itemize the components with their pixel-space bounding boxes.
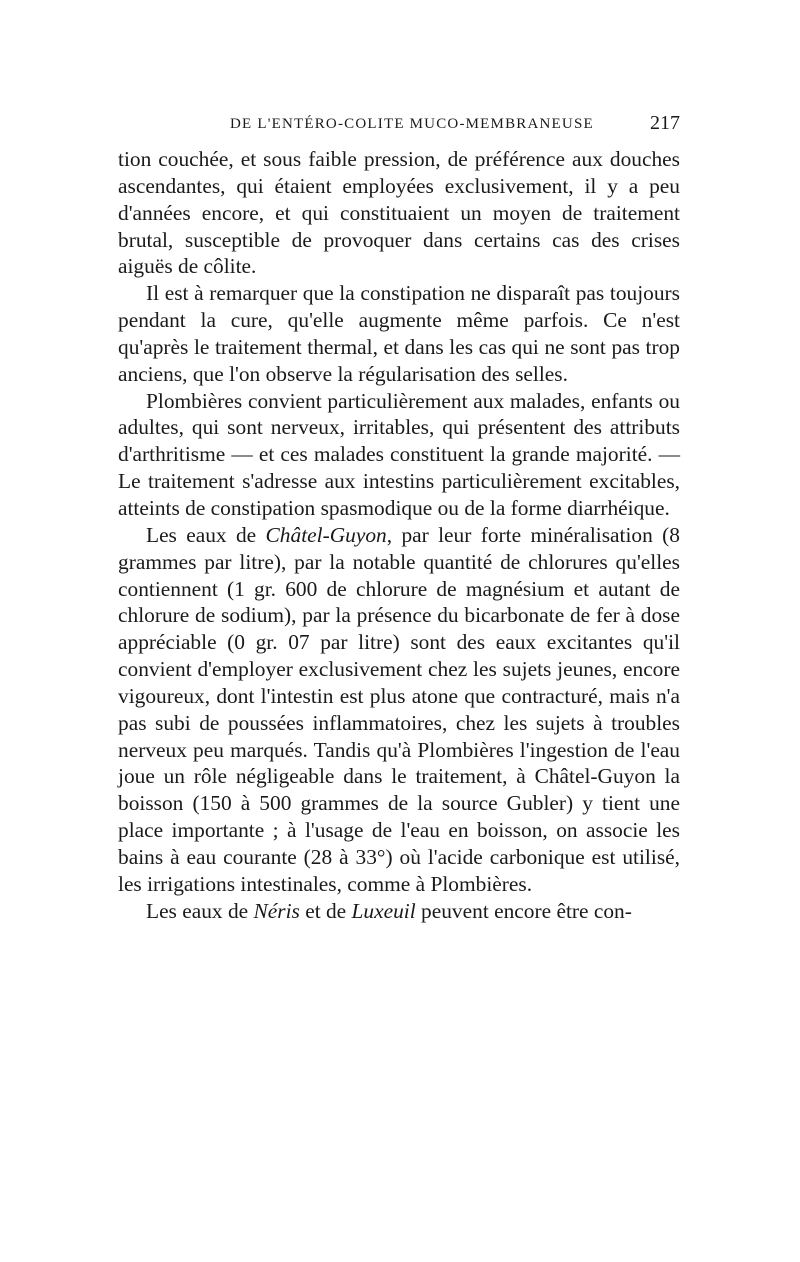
paragraph-neris-middle: et de bbox=[299, 898, 352, 923]
paragraph-chatel-guyon-lead: Les eaux de bbox=[146, 522, 266, 547]
paragraph-neris-tail: peuvent encore être con- bbox=[415, 898, 632, 923]
paragraph-continuation: tion couchée, et sous faible pression, de préférence aux douches ascendantes, qui étaient employées exclusivement, il y a peu d'années encore, et qui constituaient un moyen de traitement brutal, susceptible de provoquer dans certains cas des crises aiguës de côlite. bbox=[118, 147, 680, 279]
paragraph-constipation: Il est à remarquer que la constipation ne disparaît pas toujours pendant la cure, qu'elle augmente même parfois. Ce n'est qu'après le traitement thermal, et dans les cas qui ne sont pas trop anciens, que l'on observe la régularisation des selles. bbox=[118, 281, 680, 386]
running-title: DE L'ENTÉRO-COLITE MUCO-MEMBRANEUSE bbox=[230, 116, 594, 132]
place-name-chatel-guyon: Châtel-Guyon bbox=[265, 522, 387, 547]
page-header bbox=[118, 112, 680, 146]
book-page bbox=[118, 112, 680, 924]
paragraph-plombieres: Plombières convient particulièrement aux malades, enfants ou adultes, qui sont nerveux, irritables, qui présentent des attributs d'arthritisme — et ces malades constituent la grande majorité. — Le traitement s'adresse aux intestins particulièrement excitables, atteints de constipation spasmodique ou de la forme diarrhéique. bbox=[118, 388, 680, 520]
paragraph-chatel-guyon bbox=[118, 522, 680, 898]
page-number: 217 bbox=[650, 112, 680, 134]
place-name-luxeuil: Luxeuil bbox=[351, 898, 416, 923]
paragraph-neris-lead: Les eaux de bbox=[146, 898, 254, 923]
paragraph-chatel-guyon-body: , par leur forte minéralisation (8 grammes par litre), par la notable quantité de chlorures qu'elles contiennent (1 gr. 600 de chlorure de magnésium et autant de chlorure de sodium), par la présence du bicarbonate de fer à dose appréciable (0 gr. 07 par litre) sont des eaux excitantes qu'il convient d'employer exclusivement chez les sujets jeunes, encore vigoureux, dont l'intestin est plus atone que contracturé, mais n'a pas subi de poussées inflammatoires, chez les sujets à troubles nerveux peu marqués. Tandis qu'à Plombières l'ingestion de l'eau joue un rôle négligeable dans le traitement, à Châtel-Guyon la boisson (150 à 500 grammes de la source Gubler) y tient une place importante ; à l'usage de l'eau en boisson, on associe les bains à eau courante (28 à 33°) où l'acide carbonique est utilisé, les irrigations intestinales, comme à Plombières. bbox=[118, 522, 680, 896]
place-name-neris: Néris bbox=[253, 898, 300, 923]
body-text bbox=[118, 146, 680, 924]
paragraph-neris-luxeuil bbox=[118, 898, 680, 925]
